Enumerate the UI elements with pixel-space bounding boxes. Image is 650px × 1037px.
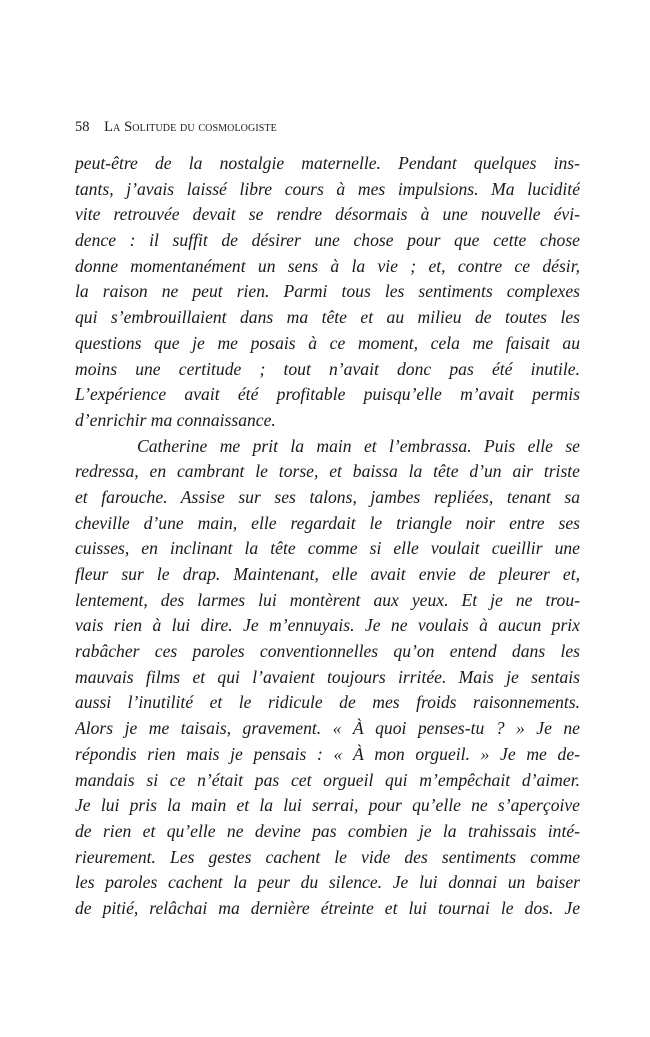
text-line: qui s’embrouillaient dans ma tête et au milieu de toutes les: [75, 307, 580, 328]
text-line: L’expérience avait été profitable puisqu’elle m’avait permis: [75, 384, 580, 405]
text-line: donne momentanément un sens à la vie ; et, contre ce désir,: [75, 255, 580, 276]
paragraph-first-line: Catherine me prit la main et l’embrassa. Puis elle se: [137, 435, 580, 456]
text-line: dence : il suffit de désirer une chose pour que cette chose: [75, 230, 580, 251]
text-line: et farouche. Assise sur ses talons, jambes repliées, tenant sa: [75, 486, 580, 507]
text-line: moins une certitude ; tout n’avait donc pas été inutile.: [75, 358, 580, 379]
text-line: rabâcher ces paroles conventionnelles qu’on entend dans les: [75, 641, 580, 662]
text-line: questions que je me posais à ce moment, cela me faisait au: [75, 332, 580, 353]
text-line: vais rien à lui dire. Je m’ennuyais. Je ne voulais à aucun prix: [75, 615, 580, 636]
text-line: mauvais films et qui l’avaient toujours irritée. Mais je sentais: [75, 666, 580, 687]
text-line: de rien et qu’elle ne devine pas combien je la trahissais inté-: [75, 820, 580, 841]
paragraph-end-line: d’enrichir ma connaissance.: [75, 409, 276, 430]
running-head: [75, 117, 595, 137]
text-line: la raison ne peut rien. Parmi tous les sentiments complexes: [75, 281, 580, 302]
text-line: peut-être de la nostalgie maternelle. Pendant quelques ins-: [75, 153, 580, 173]
text-line: cuisses, en inclinant la tête comme si elle voulait cueillir une: [75, 538, 580, 559]
body-text: [75, 151, 580, 922]
text-line: Je lui pris la main et la lui serrai, pour qu’elle ne s’aperçoive: [75, 795, 580, 816]
text-line: redressa, en cambrant le torse, et baissa la tête d’un air triste: [75, 461, 580, 482]
text-line: répondis rien mais je pensais : « À mon orgueil. » Je me de-: [75, 743, 580, 764]
page-number: 58: [75, 119, 90, 135]
text-line: tants, j’avais laissé libre cours à mes impulsions. Ma lucidité: [75, 178, 580, 199]
text-line: rieurement. Les gestes cachent le vide des sentiments comme: [75, 846, 580, 867]
book-title: La Solitude du cosmologiste: [104, 119, 277, 135]
text-line: vite retrouvée devait se rendre désormais à une nouvelle évi-: [75, 204, 580, 225]
text-line: lentement, des larmes lui montèrent aux yeux. Et je ne trou-: [75, 589, 580, 610]
text-line: aussi l’inutilité et le ridicule de mes froids raisonnements.: [75, 692, 580, 713]
text-line: cheville d’une main, elle regardait le triangle noir entre ses: [75, 512, 580, 533]
text-line: fleur sur le drap. Maintenant, elle avait envie de pleurer et,: [75, 564, 580, 584]
text-line: les paroles cachent la peur du silence. Je lui donnai un baiser: [75, 872, 580, 893]
text-line: de pitié, relâchai ma dernière étreinte et lui tournai le dos. Je: [75, 897, 580, 918]
text-line: Alors je me taisais, gravement. « À quoi penses-tu ? » Je ne: [75, 718, 580, 739]
text-line: mandais si ce n’était pas cet orgueil qui m’empêchait d’aimer.: [75, 769, 580, 790]
